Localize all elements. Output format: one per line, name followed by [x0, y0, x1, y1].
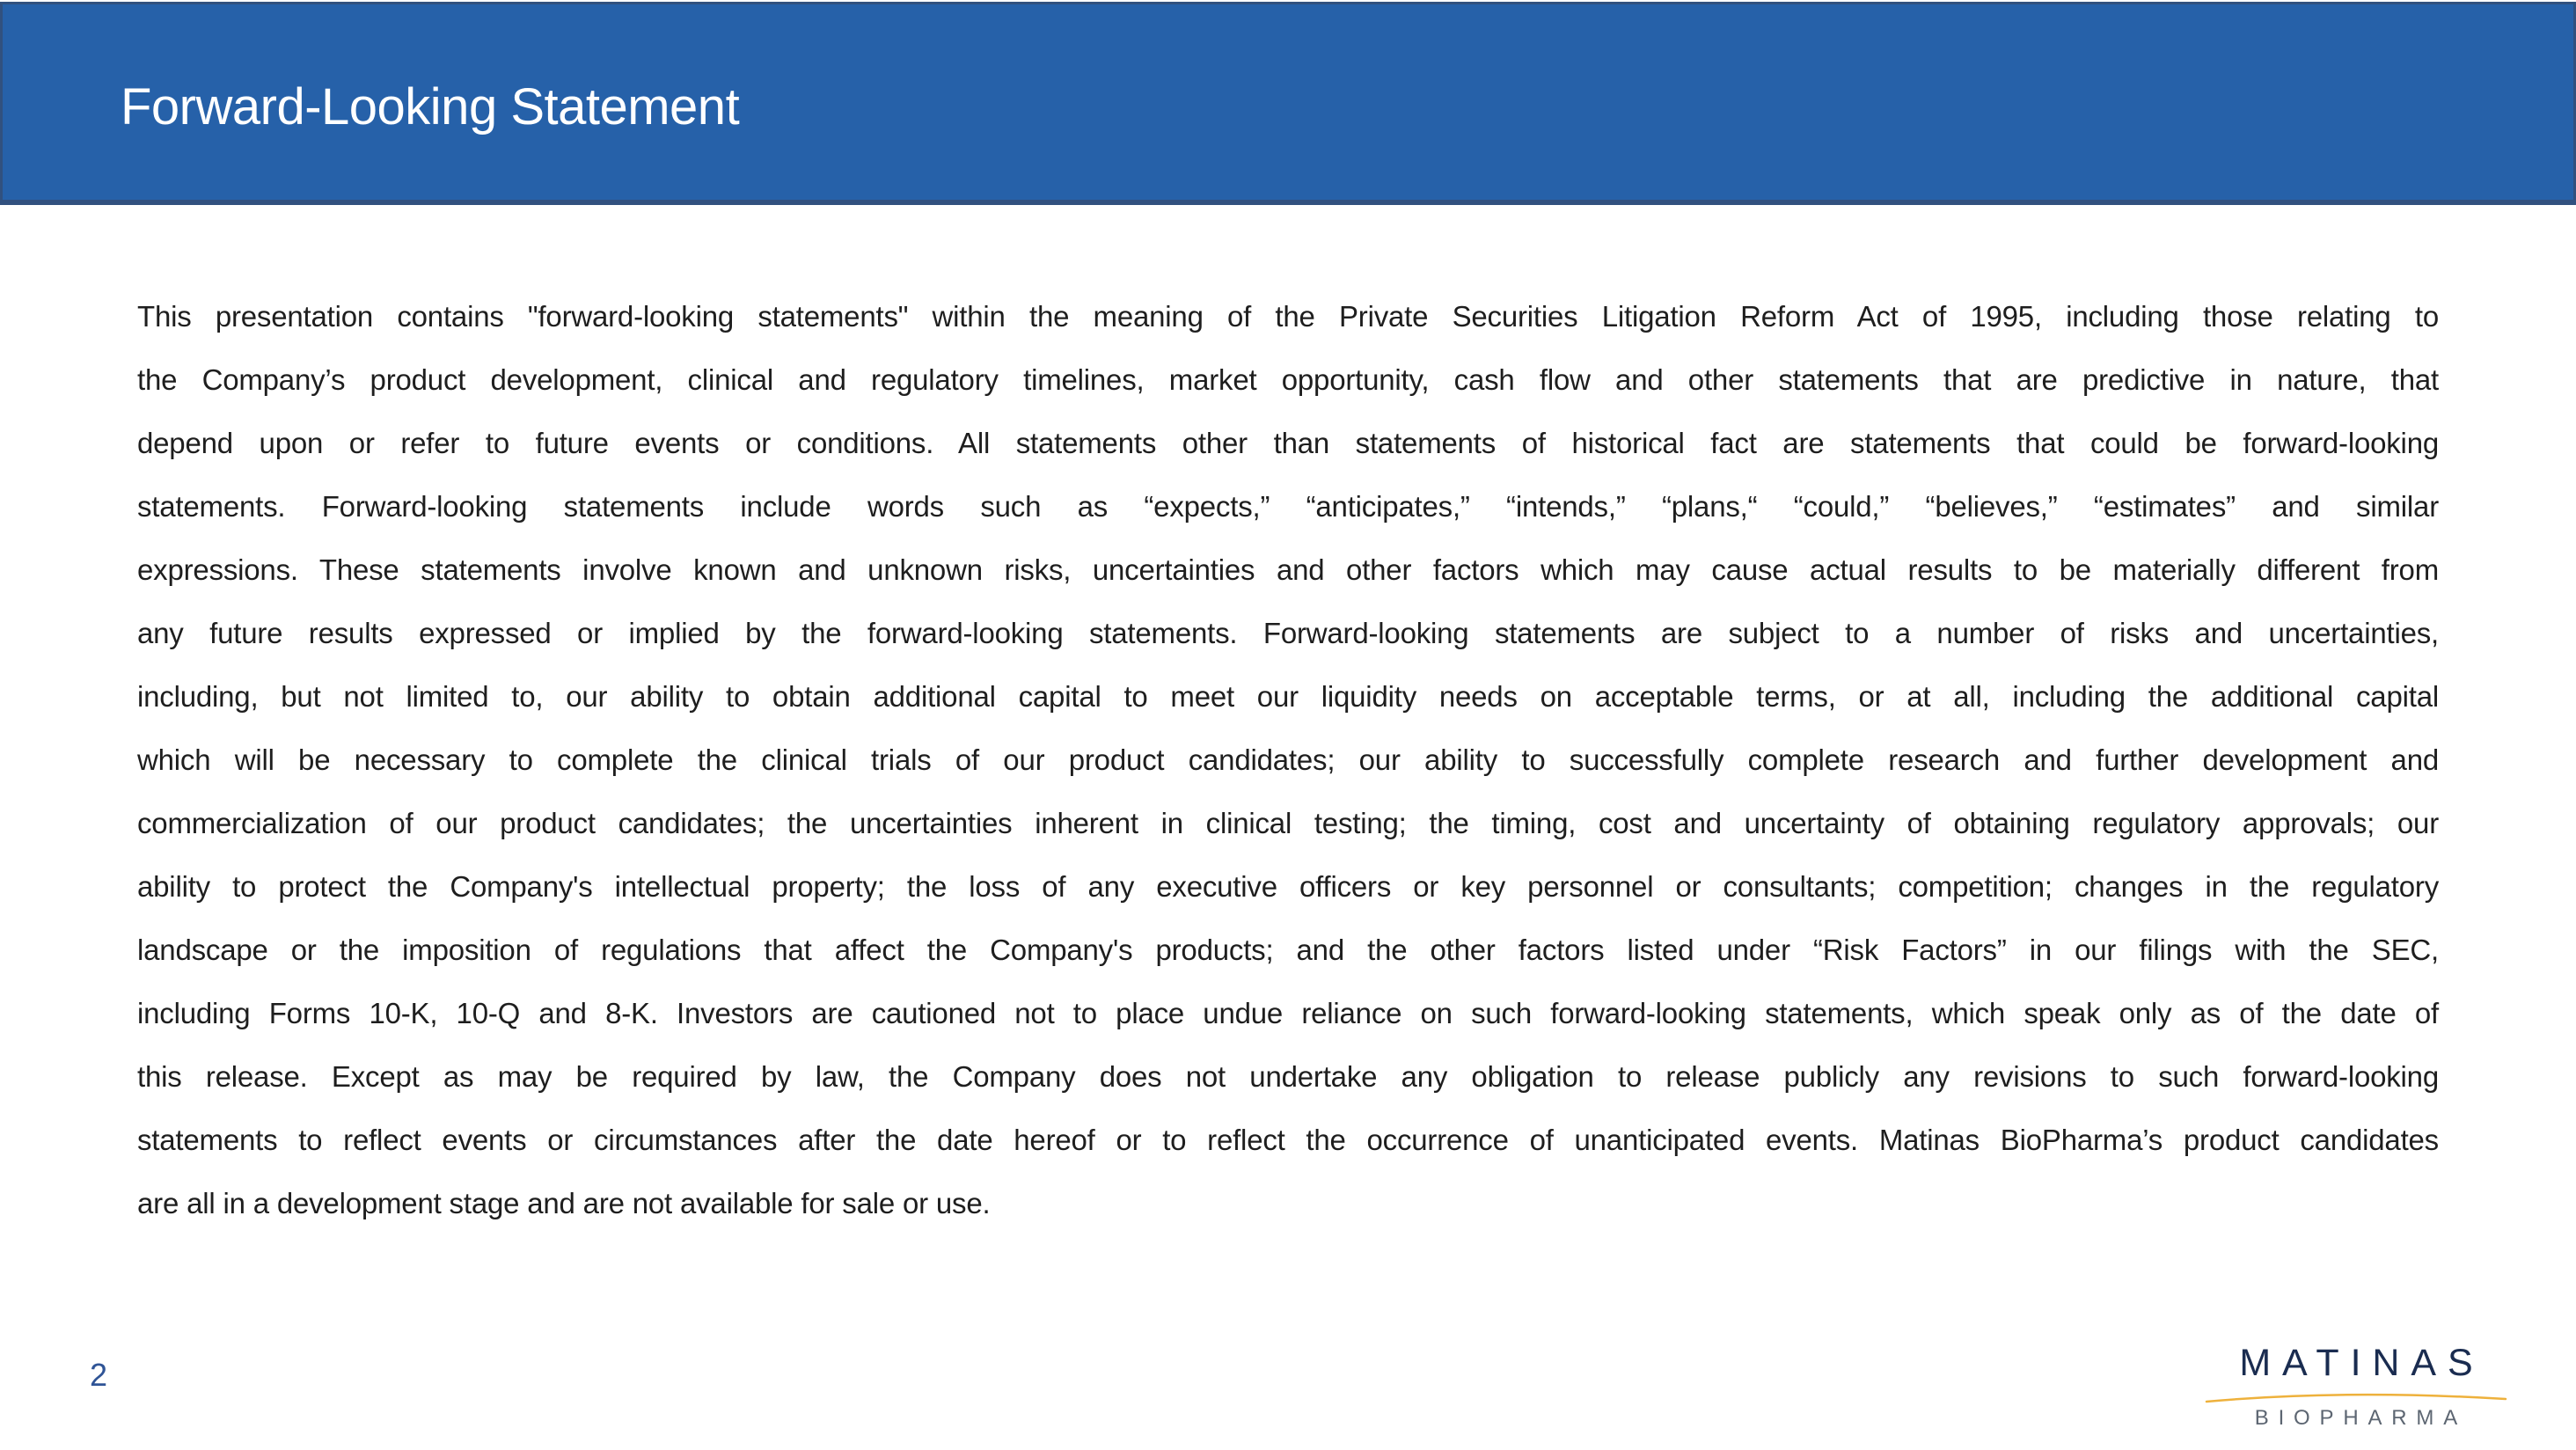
- disclaimer-line: landscape or the imposition of regulations that affect the Company's products; and the other factors listed under “Risk Factors” in our filings with the SEC,: [137, 934, 2439, 966]
- matinas-biopharma-logo: [2203, 1342, 2509, 1431]
- disclaimer-line: which will be necessary to complete the clinical trials of our product candidates; our ability to successfully complete research and further development and: [137, 743, 2439, 776]
- slide-title: Forward-Looking Statement: [121, 77, 740, 135]
- disclaimer-line: statements to reflect events or circumstances after the date hereof or to reflect the occurrence of unanticipated events. Matinas BioPharma’s product candidates: [137, 1124, 2439, 1156]
- disclaimer-line: including Forms 10-K, 10-Q and 8-K. Investors are cautioned not to place undue reliance on such forward-looking statements, which speak only as of the date of: [137, 997, 2439, 1029]
- disclaimer-paragraph: [137, 285, 2439, 1235]
- disclaimer-line: this release. Except as may be required by law, the Company does not undertake any obligation to release publicly any revisions to such forward-looking: [137, 1060, 2439, 1093]
- logo-wordmark: MATINAS: [2239, 1342, 2485, 1384]
- disclaimer-line: expressions. These statements involve known and unknown risks, uncertainties and other factors which may cause actual results to be materially different from: [137, 553, 2439, 586]
- disclaimer-line: the Company’s product development, clinical and regulatory timelines, market opportunity, cash flow and other statements that are predictive in nature, that: [137, 363, 2439, 396]
- disclaimer-line: are all in a development stage and are not available for sale or use.: [137, 1187, 991, 1219]
- page-number: 2: [90, 1357, 108, 1393]
- slide-title-bar: [0, 2, 2576, 205]
- disclaimer-line: any future results expressed or implied by the forward-looking statements. Forward-looking statements are subject to a number of risks and uncertainties,: [137, 617, 2439, 649]
- logo-arc-icon: [2203, 1388, 2509, 1404]
- logo-subtitle: BIOPHARMA: [2254, 1406, 2468, 1430]
- disclaimer-line: commercialization of our product candidates; the uncertainties inherent in clinical testing; the timing, cost and uncertainty of obtaining regulatory approvals; our: [137, 807, 2439, 839]
- disclaimer-line: ability to protect the Company's intellectual property; the loss of any executive officers or key personnel or consultants; competition; changes in the regulatory: [137, 870, 2439, 903]
- disclaimer-line: This presentation contains "forward-looking statements" within the meaning of the Private Securities Litigation Reform Act of 1995, including those relating to: [137, 300, 2439, 333]
- disclaimer-line: statements. Forward-looking statements include words such as “expects,” “anticipates,” “intends,” “plans,“ “could,” “believes,” “estimates” and similar: [137, 490, 2439, 523]
- disclaimer-line: depend upon or refer to future events or conditions. All statements other than statements of historical fact are statements that could be forward-looking: [137, 427, 2439, 459]
- disclaimer-line: including, but not limited to, our ability to obtain additional capital to meet our liquidity needs on acceptable terms, or at all, including the additional capital: [137, 680, 2439, 713]
